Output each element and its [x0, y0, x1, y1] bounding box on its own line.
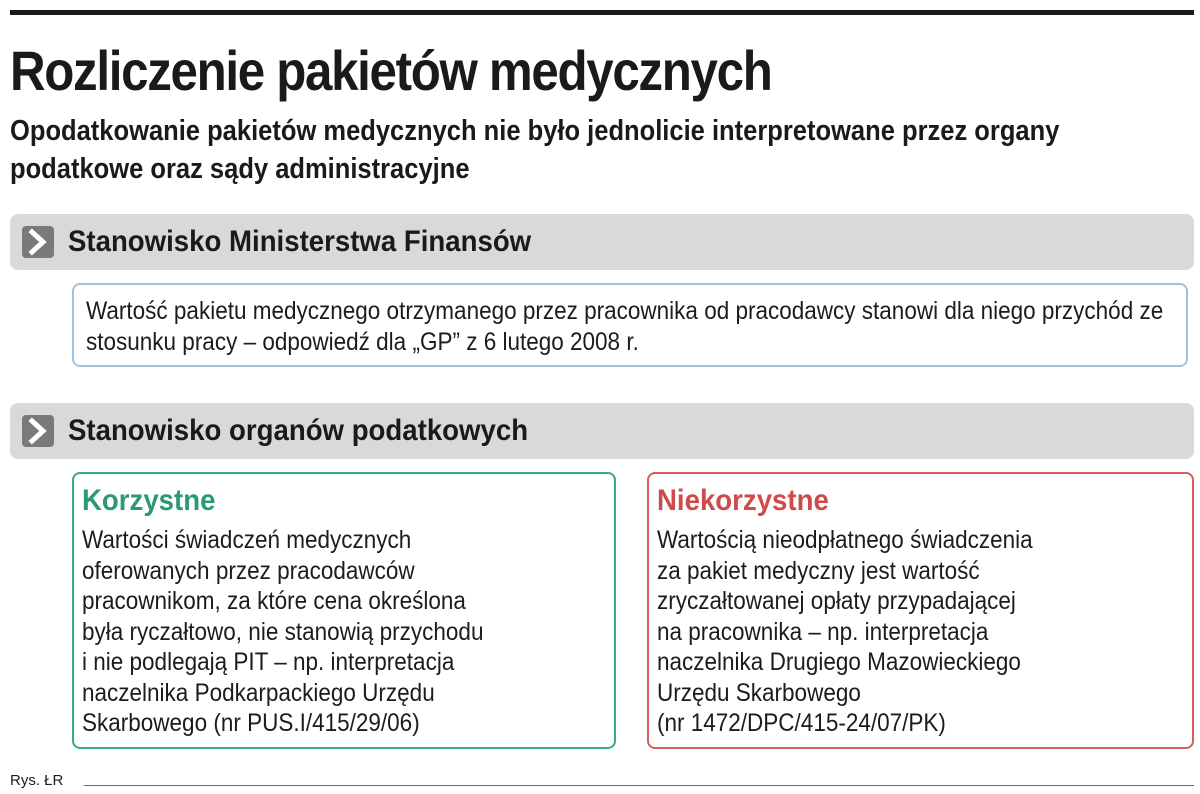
arrow-right-icon	[22, 226, 54, 258]
section-heading-tax-authorities: Stanowisko organów podatkowych	[68, 414, 529, 447]
top-rule	[10, 10, 1194, 15]
page-title: Rozliczenie pakietów medycznych	[10, 39, 772, 102]
section-heading-ministry: Stanowisko Ministerstwa Finansów	[68, 225, 532, 258]
unfavorable-text: Wartością nieodpłatnego świadczenia za pakiet medyczny jest wartość zryczałtowanej opłaty przypadającej na pracownika – np. interpretacja naczelnika Drugiego Mazowieckiego Urzędu Skarbowego (nr 1472/DPC/415-24/07/PK)	[657, 526, 1033, 737]
section-bar-tax-authorities	[10, 403, 1194, 459]
unfavorable-heading: Niekorzystne	[657, 484, 829, 517]
bottom-rule	[84, 785, 1194, 786]
favorable-text: Wartości świadczeń medycznych oferowanych przez pracodawców pracownikom, za które cena określona była ryczałtowo, nie stanowią przychodu i nie podlegają PIT – np. interpretacja naczelnika Podkarpackiego Urzędu Skarbowego (nr PUS.I/415/29/06)	[82, 526, 484, 737]
favorable-heading: Korzystne	[82, 484, 216, 517]
favorable-opinion-box	[72, 472, 616, 749]
page-subtitle: Opodatkowanie pakietów medycznych nie było jednolicie interpretowane przez organy podatkowe oraz sądy administracyjne	[10, 115, 1060, 185]
unfavorable-opinion-box	[647, 472, 1194, 749]
ministry-statement-box	[72, 283, 1188, 367]
arrow-right-icon	[22, 415, 54, 447]
figure-credit: Rys. ŁR	[10, 772, 64, 789]
ministry-statement-text: Wartość pakietu medycznego otrzymanego przez pracownika od pracodawcy stanowi dla niego przychód ze stosunku pracy – odpowiedź dla „GP” z 6 lutego 2008 r.	[86, 297, 1164, 356]
section-bar-ministry	[10, 214, 1194, 270]
